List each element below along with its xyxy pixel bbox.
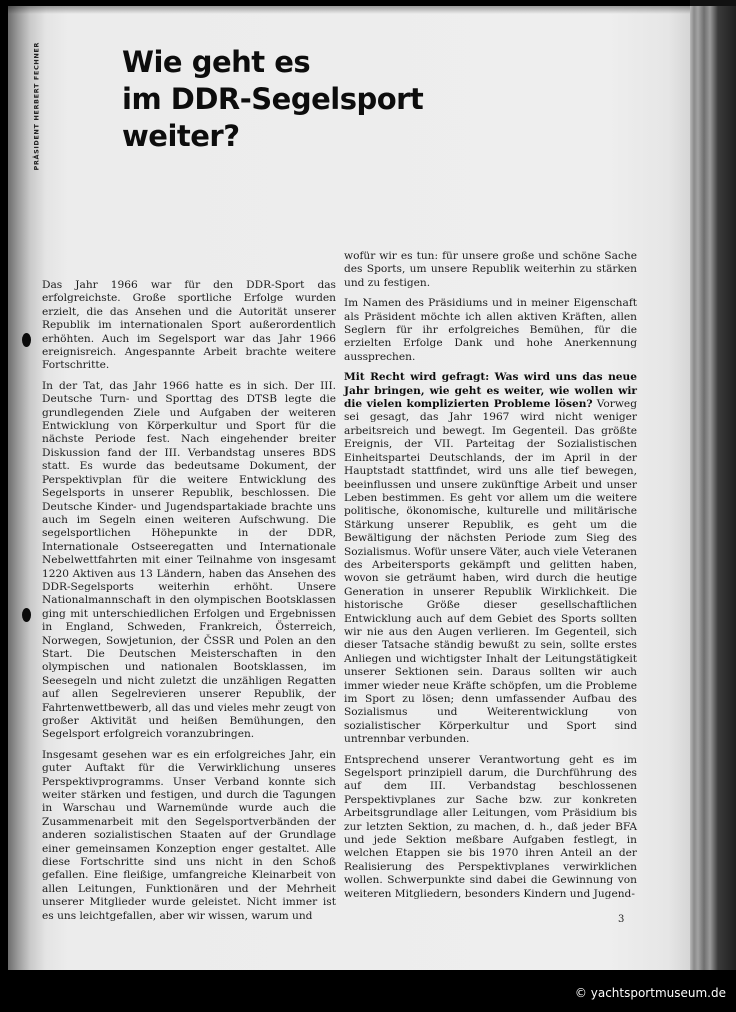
lead-question: Mit Recht wird gefragt: Was wird uns das neue Jahr bringen, wie geht es weiter, wie wollen wir die vielen komplizierten Probleme lösen? [344,371,637,411]
title-line: weiter? [122,119,240,153]
page-stack-edge [690,6,736,970]
page-number: 3 [618,914,625,925]
binding-hole-icon [22,608,31,622]
copyright-watermark: © yachtsportmuseum.de [574,986,726,1000]
paragraph: Das Jahr 1966 war für den DDR-Sport das erfolgreichste. Große sportliche Erfolge wurden erzielt, die das Ansehen und die Autorität unserer Republik im internationalen Sport außerordentlich erhöhten. Auch im Segelsport war das Jahr 1966 ereignisreich. Angespannte Arbeit brachte weitere Fortschritte. [42,279,336,372]
byline-text: PRÄSIDENT HERBERT FECHNER [32,41,41,171]
title-line: im DDR-Segelsport [122,82,424,116]
paragraph: Entsprechend unserer Verantwortung geht es im Segelsport prinzipiell darum, die Durchführung des auf dem III. Verbandstag beschlossenen Perspektivplanes zur Sache bzw. zur konkreten Arbeitsgrundlage aller Leitungen, vom Präsidium bis zur letzten Sektion, zu machen, d. h., daß jeder BFA und jede Sektion meßbare Aufgaben festlegt, in welchen Etappen sie bis 1970 ihren Anteil an der Realisierung des Perspektivplanes verwirklichen wollen. Schwerpunkte sind dabei die Gewinnung von weiteren Mitgliedern, besonders Kindern und Jugend- [344,753,637,900]
paragraph: Im Namen des Präsidiums und in meiner Eigenschaft als Präsident möchte ich allen aktiven Kräften, allen Seglern für ihr erfolgreiches Bemühen, für die erzielten Erfolge Dank und hohe Anerkennung aussprechen. [344,297,637,363]
paragraph: Insgesamt gesehen war es ein erfolgreiches Jahr, ein guter Auftakt für die Verwirklichung unseres Perspektivprogramms. Unser Verband konnte sich weiter stärken und festigen, und durch die Tagungen in Warschau und Warnemünde wurde auch die Zusammenarbeit mit den Segelsportverbänden der anderen sozialistischen Staaten auf der Grundlage einer gemeinsamen Konzeption enger gestaltet. Alle diese Fortschritte sind uns nicht in den Schoß gefallen. Eine fleißige, umfangreiche Kleinarbeit von allen Leitungen, Funktionären und der Mehrheit unserer Mitglieder wurde geleistet. Nicht immer ist es uns leichtgefallen, aber wir wissen, warum und [42,748,336,922]
title-line: Wie geht es [122,45,311,79]
paragraph: In der Tat, das Jahr 1966 hatte es in sich. Der III. Deutsche Turn- und Sporttag des DTSB legte die grundlegenden Ziele und Aufgaben der weiteren Entwicklung von Körperkultur und Sport für die nächste Periode fest. Nach eingehender breiter Diskussion fand der III. Verbandstag unseres BDS statt. Es wurde das bedeutsame Dokument, der Perspektivplan für die weitere Entwicklung des Segelsports in unserer Republik, beschlossen. Die Deutsche Kinder- und Jugendspartakiade brachte uns auch im Segeln einen weiteren Aufschwung. Die segelsportlichen Höhepunkte in der DDR, Internationale Ostseeregatten und Internationale Nebelwettfahrten mit einer Teilnahme von insgesamt 1220 Aktiven aus 13 Ländern, haben das Ansehen des DDR-Segelsports weiterhin erhöht. Unsere Nationalmannschaft in den olympischen Bootsklassen ging mit unterschiedlichen Erfolgen und Ergebnissen in England, Schweden, Frankreich, Österreich, Norwegen, Sowjetunion, der ČSSR und Polen an den Start. Die Deutschen Meisterschaften in den olympischen und nationalen Bootsklassen, im Seesegeln und nicht zuletzt die unzähligen Regatten auf allen Segelrevieren unserer Republik, der Fahrtenwettbewerb, all das und vieles mehr zeugt von großer Aktivität und heißen Bemühungen, den Segelsport erfolgreich voranzubringen. [42,379,336,741]
paragraph [344,371,637,746]
paragraph-body: Vorweg sei gesagt, das Jahr 1967 wird nicht weniger arbeitsreich und bewegt. Im Gegenteil. Das größte Ereignis, der VII. Parteitag der Sozialistischen Einheitspartei Deutschlands, der im April in der Hauptstadt stattfindet, wird uns alle tief bewegen, beeinflussen und unsere zukünftige Arbeit und unser Leben bestimmen. Es geht vor allem um die weitere politische, ökonomische, kulturelle und militärische Stärkung unserer Republik, es geht um die Bewältigung der nächsten Periode zum Sieg des Sozialismus. Wofür unsere Väter, auch viele Veteranen des Arbeitersports gekämpft und gelitten haben, wovon sie geträumt haben, wird durch die heutige Generation in unserer Republik Wirklichkeit. Die historische Größe dieser gesellschaftlichen Entwicklung auch auf dem Gebiet des Sports sollten wir nie aus den Augen verlieren. Im Gegenteil, sich dieser Tatsache ständig bewußt zu sein, sollte erstes Anliegen und wichtigster Inhalt der Leitungstätigkeit unserer Sektionen sein. Daraus sollten wir auch immer wieder neue Kräfte schöpfen, um die Probleme im Sport zu lösen; denn umfassender Aufbau des Sozialismus und Weiterentwicklung von sozialistischer Körperkultur und Sport sind untrennbar verbunden. [344,398,637,746]
paragraph: wofür wir es tun: für unsere große und schöne Sache des Sports, um unsere Republik weiterhin zu stärken und zu festigen. [344,250,637,289]
left-column [42,279,336,930]
author-byline [30,41,41,171]
article-title [122,44,423,155]
binding-hole-icon [22,333,31,347]
page-shadow [8,6,692,14]
right-column [344,250,637,908]
